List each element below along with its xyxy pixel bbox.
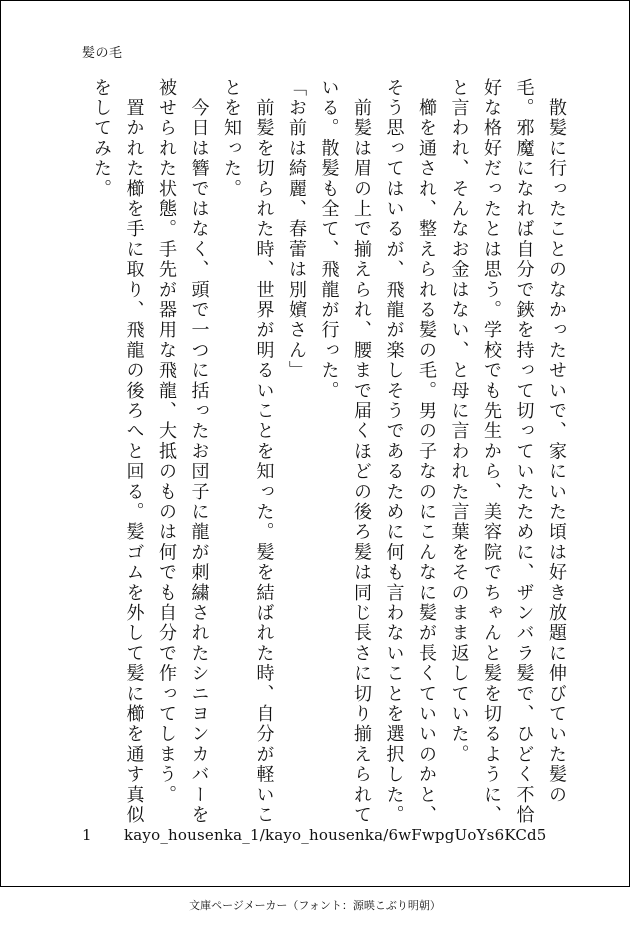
paragraph: 前髪は眉の上で揃えられ、腰まで届くほどの後ろ髪は同じ長さに切り揃えられている。散髪も全て、飛龍が行った。 bbox=[318, 78, 372, 826]
page-title: 髪の毛 bbox=[82, 46, 123, 61]
page-path: kayo_housenka_1/kayo_housenka/6wFwpgUoYs6KCd5 bbox=[124, 826, 547, 844]
paragraph: 今日は簪ではなく、頭で一つに括ったお団子に龍が刺繍されたシニヨンカバーを被せられた状態。手先が器用な飛龍、大抵のものは何でも自分で作ってしまう。 bbox=[156, 78, 210, 826]
paragraph: 前髪を切られた時、世界が明るいことを知った。髪を結ばれた時、自分が軽いことを知った。 bbox=[221, 78, 275, 826]
paragraph: 散髪に行ったことのなかったせいで、家にいた頃は好き放題に伸びていた髪の毛。邪魔になれば自分で鋏を持って切っていたために、ザンバラ髪で、ひどく不恰好な格好だったとは思う。学校でも先生から、美容院でちゃんと髪を切るように、と言われ、そんなお金はない、と母に言われた言葉をそのまま返していた。 bbox=[448, 78, 567, 826]
paragraph: 櫛を通され、整えられる髪の毛。男の子なのにこんなに髪が長くていいのかと、そう思ってはいるが、飛龍が楽しそうであるために何も言わないことを選択した。 bbox=[383, 78, 437, 826]
vertical-text-body bbox=[85, 78, 573, 838]
dialogue-line: 「お前は綺麗、春蕾は別嬪さん」 bbox=[286, 78, 307, 381]
footer-credit: 文庫ページメーカー（フォント：源暎こぶり明朝） bbox=[189, 899, 441, 912]
paragraph: 置かれた櫛を手に取り、飛龍の後ろへと回る。髪ゴムを外して髪に櫛を通す真似をしてみた。 bbox=[91, 78, 145, 826]
page-number: 1 bbox=[82, 826, 92, 844]
